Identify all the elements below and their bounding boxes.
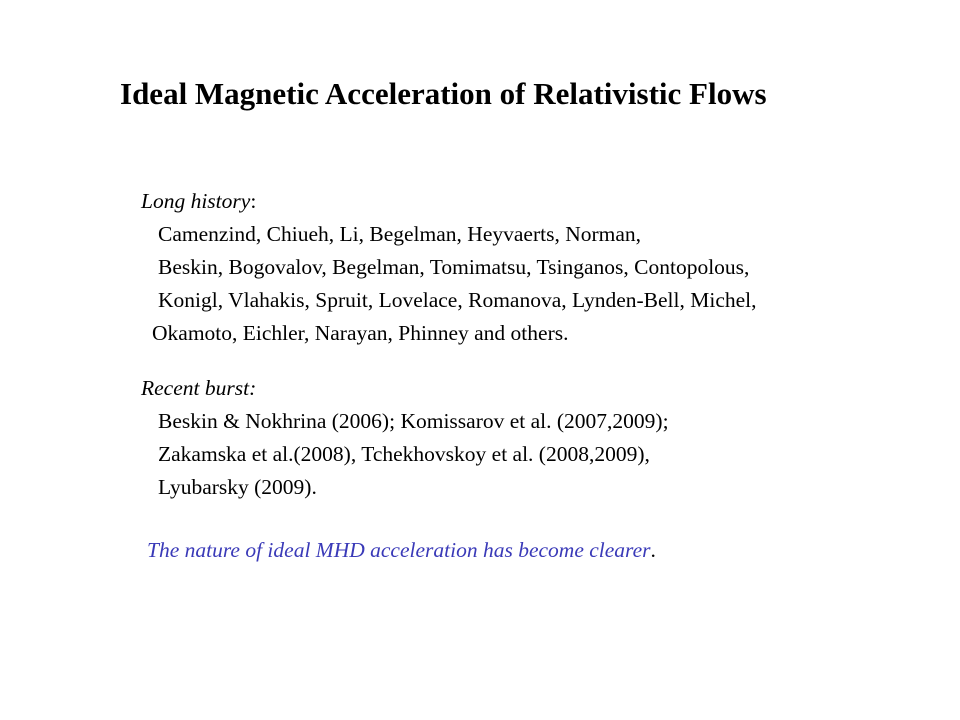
long-history-heading-text: Long history: [141, 189, 251, 213]
conclusion: [147, 536, 656, 564]
long-history-line-2: Beskin, Bogovalov, Begelman, Tomimatsu, Tsinganos, Contopolous,: [158, 255, 750, 279]
long-history-heading: [141, 187, 256, 215]
slide-title: Ideal Magnetic Acceleration of Relativistic Flows: [120, 76, 767, 111]
recent-burst-line-3: Lyubarsky (2009).: [158, 475, 317, 499]
recent-burst-line-1: Beskin & Nokhrina (2006); Komissarov et al. (2007,2009);: [158, 409, 669, 433]
long-history-line-3: Konigl, Vlahakis, Spruit, Lovelace, Romanova, Lynden-Bell, Michel,: [158, 288, 757, 312]
long-history-line-1: Camenzind, Chiueh, Li, Begelman, Heyvaerts, Norman,: [158, 222, 642, 246]
long-history-heading-colon: :: [250, 189, 257, 213]
recent-burst-heading: Recent burst:: [141, 376, 257, 400]
conclusion-text: The nature of ideal MHD acceleration has become clearer: [147, 538, 651, 562]
long-history-line-4: Okamoto, Eichler, Narayan, Phinney and others.: [152, 321, 569, 345]
recent-burst-line-2: Zakamska et al.(2008), Tchekhovskoy et al. (2008,2009),: [158, 442, 650, 466]
conclusion-period: .: [650, 538, 656, 562]
